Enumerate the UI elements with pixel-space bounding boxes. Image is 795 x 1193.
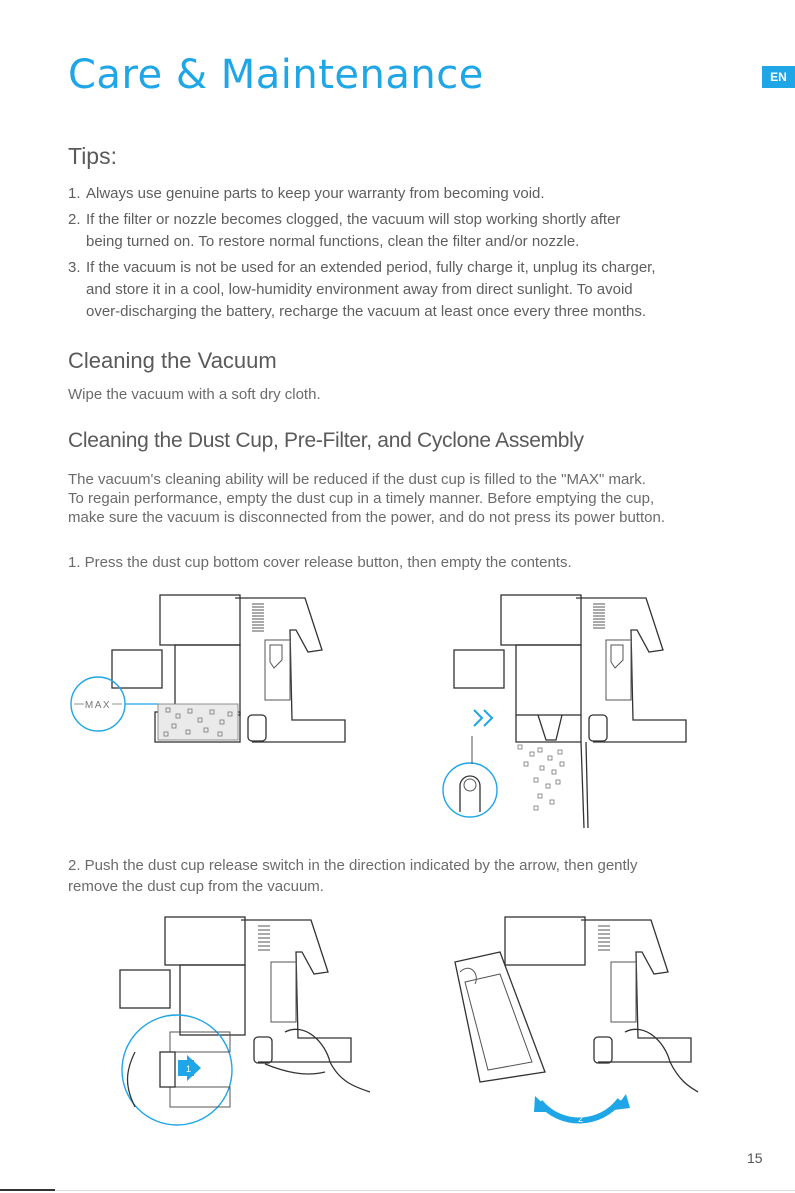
tips-list	[68, 183, 768, 327]
cleaning-dust-text: The vacuum's cleaning ability will be reduced if the dust cup is filled to the "MAX" mark. To regain performance, empty the dust cup in a timely manner. Before emptying the cup, make sure the vacuum is disconnected from the power, and do not press its power button.	[68, 471, 665, 526]
tip-item-1: 1. Always use genuine parts to keep your warranty from becoming void.	[68, 185, 545, 202]
illustration-max-level	[60, 590, 360, 835]
illustration-push-switch	[115, 912, 375, 1137]
cleaning-vacuum-text: Wipe the vacuum with a soft dry cloth.	[68, 386, 321, 403]
tips-heading: Tips:	[68, 143, 117, 169]
illustration-remove-cup	[440, 912, 700, 1137]
arrow-1-label: 1	[186, 1064, 192, 1074]
bottom-rule	[0, 1190, 795, 1191]
cleaning-dust-heading: Cleaning the Dust Cup, Pre-Filter, and Cyclone Assembly	[68, 429, 584, 452]
illustration-empty-contents	[438, 590, 738, 835]
cleaning-vacuum-heading: Cleaning the Vacuum	[68, 348, 277, 373]
tip-item-3: 3. If the vacuum is not be used for an extended period, fully charge it, unplug its charger, and store it in a cool, low-humidity environment away from direct sunlight. To avoid over-discharging the battery, recharge the vacuum at least once every three months.	[68, 259, 656, 320]
language-badge: EN	[762, 66, 795, 88]
page-title: Care & Maintenance	[68, 52, 484, 98]
bottom-rule-accent	[0, 1189, 55, 1191]
max-label: MAX	[84, 700, 112, 711]
arrow-2-label: 2	[578, 1114, 584, 1124]
step-1-text: 1. Press the dust cup bottom cover release button, then empty the contents.	[68, 554, 572, 571]
step-2-text: 2. Push the dust cup release switch in the direction indicated by the arrow, then gently remove the dust cup from the vacuum.	[68, 857, 638, 895]
page-number: 15	[747, 1150, 763, 1166]
tip-item-2: 2. If the filter or nozzle becomes clogged, the vacuum will stop working shortly after being turned on. To restore normal functions, clean the filter and/or nozzle.	[68, 211, 621, 250]
